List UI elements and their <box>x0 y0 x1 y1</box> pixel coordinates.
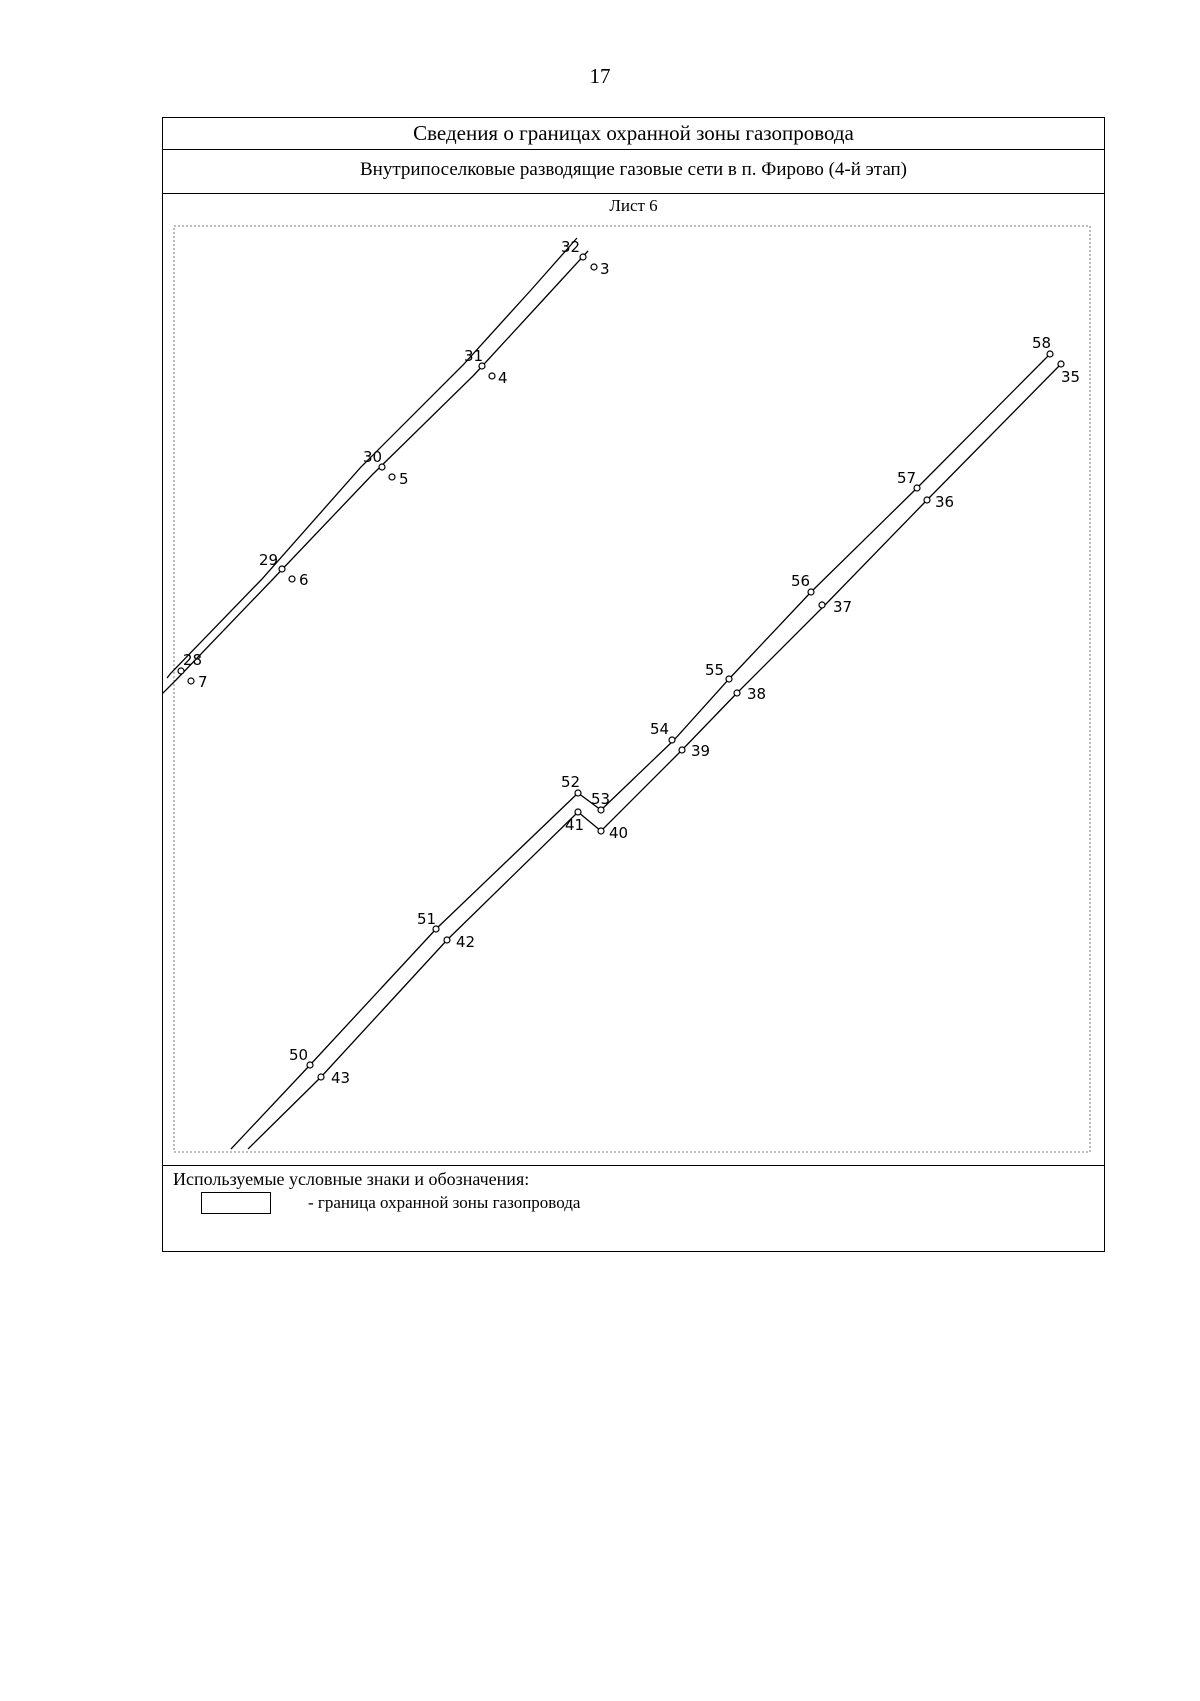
point-marker <box>279 566 285 572</box>
page-number: 17 <box>589 64 611 88</box>
point-label: 43 <box>331 1069 351 1087</box>
legend-heading: Используемые условные знаки и обозначения: <box>173 1169 530 1189</box>
point-marker <box>489 373 495 379</box>
point-label: 37 <box>833 598 853 616</box>
point-label: 7 <box>198 673 208 691</box>
point-label: 56 <box>791 572 811 590</box>
legend-boundary-text: - граница охранной зоны газопровода <box>308 1193 581 1212</box>
point-label: 51 <box>417 910 437 928</box>
boundary-map <box>163 118 1106 1165</box>
point-marker <box>679 747 685 753</box>
point-label: 53 <box>591 790 611 808</box>
point-label: 3 <box>600 260 610 278</box>
point-marker <box>188 678 194 684</box>
point-label: 5 <box>399 470 409 488</box>
point-marker <box>819 602 825 608</box>
point-label: 31 <box>464 347 484 365</box>
page-title: Сведения о границах охранной зоны газопровода <box>163 118 1104 150</box>
document-frame <box>162 117 1105 1252</box>
point-marker <box>924 497 930 503</box>
point-label: 57 <box>897 469 917 487</box>
point-label: 6 <box>299 571 309 589</box>
sheet-label: Лист 6 <box>609 196 658 215</box>
point-label: 54 <box>650 720 670 738</box>
point-label: 42 <box>456 933 476 951</box>
point-label: 38 <box>747 685 767 703</box>
point-marker <box>669 737 675 743</box>
point-marker <box>289 576 295 582</box>
point-label: 50 <box>289 1046 309 1064</box>
point-label: 39 <box>691 742 711 760</box>
point-label: 29 <box>259 551 279 569</box>
point-label: 35 <box>1061 368 1081 386</box>
point-label: 55 <box>705 661 725 679</box>
point-label: 52 <box>561 773 581 791</box>
point-marker <box>318 1074 324 1080</box>
point-marker <box>598 828 604 834</box>
point-marker <box>389 474 395 480</box>
point-labels <box>183 238 1080 1087</box>
point-label: 36 <box>935 493 955 511</box>
point-label: 41 <box>565 816 585 834</box>
point-marker <box>734 690 740 696</box>
point-marker <box>580 254 586 260</box>
point-label: 28 <box>183 651 203 669</box>
page-subtitle: Внутрипоселковые разводящие газовые сети в п. Фирово (4-й этап) <box>163 149 1104 194</box>
point-label: 4 <box>498 369 508 387</box>
upper-zone-boundary <box>163 238 588 695</box>
legend-divider <box>163 1165 1104 1166</box>
point-label: 58 <box>1032 334 1052 352</box>
legend-boundary-swatch <box>201 1192 271 1214</box>
point-label: 40 <box>609 824 629 842</box>
boundary-points <box>178 254 1064 1080</box>
point-marker <box>591 264 597 270</box>
point-marker <box>1058 361 1064 367</box>
point-marker <box>575 809 581 815</box>
point-marker <box>726 676 732 682</box>
map-viewport-border <box>174 226 1090 1152</box>
point-marker <box>444 937 450 943</box>
point-label: 30 <box>363 448 383 466</box>
point-label: 32 <box>561 238 581 256</box>
